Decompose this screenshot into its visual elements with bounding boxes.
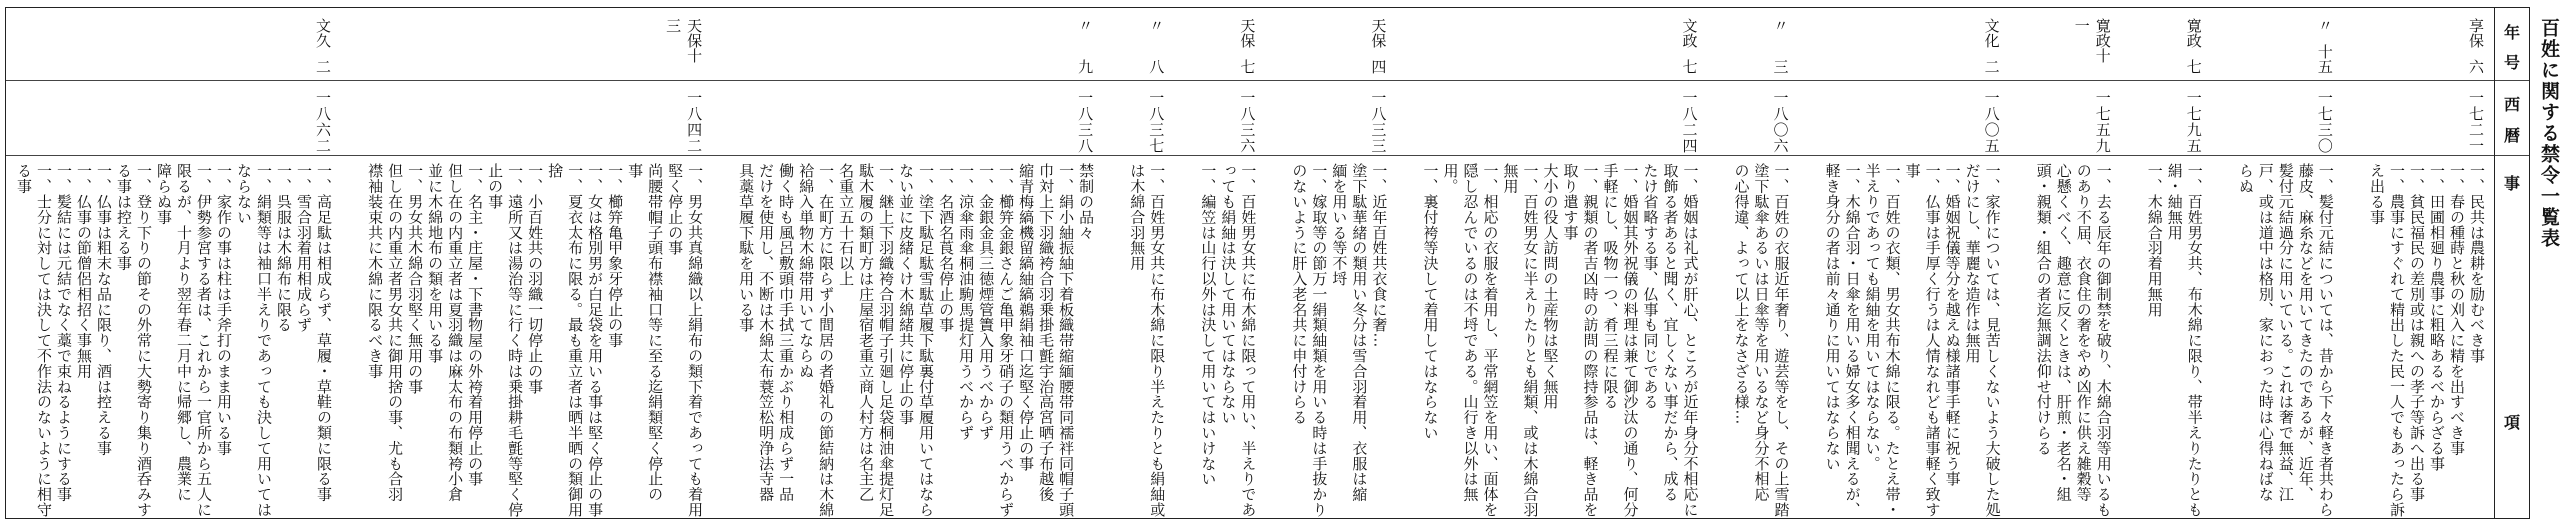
content-line: たけ省略する事、仏事も同じである	[1641, 162, 1660, 409]
era-cell	[1127, 8, 1167, 80]
header-year	[2495, 88, 2529, 150]
content-line: 一、家作の事は柱は手斧打のまま用いる事	[215, 162, 233, 456]
content-line: 一、去る辰年の御制禁を破り、木綿合羽等用いるも	[2094, 162, 2113, 517]
era-name: 文政	[1680, 18, 1699, 48]
content-line: 捨	[546, 162, 565, 178]
content-line: 一、春の種蒔と秋の刈入に精を出すべき事	[2447, 162, 2466, 456]
content-line: のないように肝入老名共に申付けらる	[1290, 162, 1309, 425]
content-line: 一、男女共木綿合羽堅く無用の事	[406, 162, 425, 394]
content-line: る事は控える事	[115, 162, 133, 271]
content-line: 一、編笠は山行以外は決して用いてはいけない	[1199, 162, 1218, 486]
western-year: 一八六二	[314, 89, 332, 154]
era-name: 文化	[1982, 18, 2001, 48]
header-era-1: 年	[2503, 22, 2520, 42]
content-line: 一、婚姻其外祝儀の料理は兼て御沙汰の通り、何分	[1621, 162, 1640, 517]
content-line: だけを使用し、不断は木綿太布蓑笠松明浄法寺器	[757, 162, 776, 502]
content-line: 手軽にし、吸物一つ、肴三程に限る	[1601, 162, 1620, 409]
content-line: 一、在町方に限らず小間居の者婚礼の節結納は木綿	[817, 162, 836, 517]
prohibition-table	[5, 7, 2530, 519]
header-year-2: 暦	[2503, 126, 2520, 145]
content-line: 一、百姓男女共、布木綿に限り、帯半えりたりとも	[2185, 162, 2204, 517]
era-cell	[14, 8, 334, 80]
content-line: 駄木履の類町方は庄屋宿老重立商人村方は名主乙	[857, 162, 876, 502]
table-entry	[1823, 8, 2003, 518]
header-content	[2495, 163, 2529, 513]
era-number: 七	[2184, 58, 2203, 74]
western-year: 一七二一	[2466, 89, 2485, 154]
content-line: 一、仏事は手厚く行うは人情なれども諸事軽く致す	[1923, 162, 1942, 517]
western-year: 一八三三	[1369, 89, 1388, 154]
table-entry	[1732, 8, 1792, 518]
content-line: のあり不届、衣食住の奢をやめ凶作に供え雑穀等	[2074, 162, 2093, 502]
content-line: 一、櫛笄金銀さんご亀甲象牙硝子の類用うべからず	[997, 162, 1016, 517]
era-name: 享保	[2466, 18, 2485, 48]
content-line: 心懸くべく、趣意に反くときは、肝煎・老名・組	[2054, 162, 2073, 502]
content-line: 一、髪付元結については、昔から下々軽き者共わら	[2316, 162, 2335, 517]
content-line: 一、相応の衣服を着用し、平常網笠を用い、面体を	[1481, 162, 1500, 517]
content-line: 但し在の内重立者は夏羽織は麻太布の布類袴小倉	[446, 162, 465, 502]
content-line: 一、木綿合羽・日傘を用いる婦女多く相聞えるが、	[1843, 162, 1862, 517]
content-line: 限るが、十月より翌年春二月中に帰郷し、農業に	[175, 162, 193, 502]
content-line: 一、金銀金具三徳煙管簀入用うべからず	[977, 162, 996, 440]
content-line: 戸、或は道中は格別、家におった時は心得ねばな	[2256, 162, 2275, 502]
era-cell	[2145, 8, 2205, 80]
content-line: 一、士分に対しては決して不作法のないように相守	[35, 162, 53, 517]
era-name: 天保	[1238, 18, 1257, 48]
table-entry	[2367, 8, 2487, 518]
era-name: 天保	[1369, 18, 1388, 48]
content-line: 緬を用いる等不埒	[1330, 162, 1349, 286]
era-number: 七	[1680, 58, 1699, 74]
content-line: 一、名主・庄屋・下書物屋の外袴着用停止の事	[466, 162, 485, 486]
content-line: 一、継上下羽織袴合羽帽子引廻し足袋桐油傘提灯足	[877, 162, 896, 517]
content-line: 止の事	[486, 162, 505, 209]
content-line: 藤皮、麻糸などを用いてきたのであるが、近年、	[2296, 162, 2315, 502]
content-line: 一、涼傘雨傘桐油駒馬提灯用うべからず	[957, 162, 976, 440]
content-line: 一、婚姻は礼式が肝心、ところが近年身分不相応に	[1681, 162, 1700, 517]
era-number: 六	[2466, 58, 2485, 74]
entry-content	[736, 155, 1096, 519]
content-line: だけにし、華麗な造作は無用	[1963, 162, 1982, 363]
content-line: 一、塗下駄足駄雪駄草履下駄裏付草履用いてはなら	[917, 162, 936, 517]
era-name: 〃	[1147, 18, 1166, 33]
content-line: 並に木綿地布の類を用いる事	[426, 162, 445, 363]
content-line: 一、伊勢参宮する者は、これから一官所から五人に	[195, 162, 213, 517]
table-title: 百姓に関する禁令一覧表	[2538, 18, 2560, 249]
entry-content	[365, 155, 705, 519]
table-entry	[365, 8, 705, 518]
content-line: 襟袖装束共に木綿に限るべき事	[366, 162, 385, 379]
content-line: 一、農事にすぐれて精出した民一人でもあったら訴	[2387, 162, 2406, 517]
content-line: 取り遣す事	[1561, 162, 1580, 240]
header-era	[2495, 16, 2529, 76]
content-line: 一、親類の者吉凶時の訪問の際持参品は、軽き品を	[1581, 162, 1600, 517]
era-cell	[1289, 8, 1389, 80]
content-line: らぬ	[2236, 162, 2255, 194]
western-year: 一八二四	[1680, 89, 1699, 154]
era-number: 七	[1238, 58, 1257, 74]
content-line: 一、百姓の衣類、男女共布木綿に限る。たとえ帯・	[1883, 162, 1902, 517]
era-number: 二	[1982, 58, 2001, 74]
table-entry	[2236, 8, 2336, 518]
entry-content	[1198, 155, 1258, 519]
content-line: 一、雪合羽着用相成らず	[295, 162, 313, 332]
western-year: 一八〇六	[1771, 89, 1790, 154]
content-line: 堅く停止の事	[666, 162, 685, 255]
era-name: 寛政	[2184, 18, 2203, 48]
content-line: 一、夏衣太布に限る。最も重立者は晒半晒の類御用	[566, 162, 585, 517]
content-line: は木綿合羽無用	[1128, 162, 1147, 271]
content-line: 一、絹小紬振紬下着板織帯縮緬腰帯同襦袢同帽子頭	[1057, 162, 1076, 517]
western-year: 一八三六	[1238, 89, 1257, 154]
content-line: 無用	[1501, 162, 1520, 194]
content-line: 縮青梅縞機留縞紬縞鵜絹袖口迄堅く停止の事	[1017, 162, 1036, 471]
content-line: 塗下駄華緒の類用い冬分は雪合羽着用、衣服は縮	[1350, 162, 1369, 502]
header-era-2: 号	[2503, 52, 2520, 72]
content-line: 一、木綿合羽着用無用	[2145, 162, 2164, 317]
era-name: 寛政十一	[2072, 18, 2112, 63]
content-line: え出る事	[2367, 162, 2386, 225]
content-line: 半えりであっても絹紬を用いてはならない。	[1863, 162, 1882, 471]
era-cell	[1198, 8, 1258, 80]
era-cell	[2034, 8, 2114, 80]
content-line: 一、登り下りの節その外常に大勢寄り集り酒呑みす	[135, 162, 153, 517]
content-line: 隠し忍んでいるのは不埒である。山行き以外は無	[1461, 162, 1480, 502]
content-line: 一、百姓男女共に布木綿に限り半えたりとも絹紬或	[1148, 162, 1167, 517]
western-year: 一八三七	[1147, 89, 1166, 154]
header-content-1: 事	[2503, 174, 2520, 193]
content-line: 軽き身分の者は前々通りに用いてはならない	[1823, 162, 1842, 471]
content-line: ならない	[235, 162, 253, 225]
era-name: 文久	[314, 18, 332, 48]
header-column	[2494, 8, 2529, 518]
era-name: 〃	[1771, 18, 1790, 33]
content-line: っても絹紬は決して用いてはならない	[1219, 162, 1238, 425]
content-line: 取飾る者あると聞く、宜しくない事だから、成る	[1661, 162, 1680, 502]
content-line: 名重立五十石以上	[837, 162, 856, 286]
era-number: 八	[1147, 58, 1166, 74]
content-line: 事	[1903, 162, 1922, 178]
entry-content	[1127, 155, 1167, 519]
header-year-1: 西	[2503, 95, 2520, 114]
era-number: 九	[1076, 58, 1095, 74]
content-line: 一、百姓男女共に布木綿に限って用い、半えりであ	[1239, 162, 1258, 517]
content-line: 大小の役人訪問の土産物は堅く無用	[1541, 162, 1560, 409]
western-year: 一七三〇	[2315, 89, 2334, 154]
table-entry	[1127, 8, 1167, 518]
content-line: 一、髪結には元結でなく藁で束ねるようにする事	[55, 162, 73, 502]
era-cell	[2367, 8, 2487, 80]
era-cell	[1823, 8, 2003, 80]
content-line: 一、女は格別男が白足袋を用いる事は堅く停止の事	[586, 162, 605, 517]
content-line: の心得違、よって以上をなさざる様…	[1732, 162, 1751, 425]
table-entry	[2145, 8, 2205, 518]
content-line: 一、裏付袴等決して着用してはならない	[1421, 162, 1440, 440]
header-content-2: 項	[2503, 413, 2520, 432]
content-line: 一、櫛笄亀甲象牙停止の事	[606, 162, 625, 348]
entry-content	[14, 155, 334, 519]
entry-content	[2034, 155, 2114, 519]
era-number: 三	[1771, 58, 1790, 74]
content-line: 一、家作については、見苦しくないよう大破した処	[1983, 162, 2002, 517]
content-line: ない並に皮緒くけ木綿緒共に停止の事	[897, 162, 916, 425]
entry-content	[1732, 155, 1792, 519]
western-year: 一七五九	[2093, 89, 2112, 154]
content-line: 袷綿入単物木綿帯用いてならぬ	[797, 162, 816, 379]
entry-content	[2367, 155, 2487, 519]
content-line: 事	[626, 162, 645, 178]
table-entry	[1420, 8, 1700, 518]
table-entry	[14, 8, 334, 518]
table-entry	[1198, 8, 1258, 518]
content-line: 髪付元結過分に用いている。これは奢で無益、江	[2276, 162, 2295, 502]
content-line: 一、嫁取等の節万一絹類紬類を用いる時は手抜かり	[1310, 162, 1329, 517]
table-entry	[2034, 8, 2114, 518]
content-line: 一、田圃相廻り農事に粗略あるべからざる事	[2427, 162, 2446, 471]
entry-content	[1823, 155, 2003, 519]
content-line: 働く時も風呂敷頭巾手拭三重かぶり相成らず一品	[777, 162, 796, 502]
content-line: 一、男女共真綿織以上絹布の類下着であっても着用	[686, 162, 705, 517]
western-year: 一八四二	[685, 89, 704, 154]
content-line: 一、仏事は粗末な品に限り、酒は控える事	[95, 162, 113, 456]
content-line: 塗下駄傘あるいは日傘等を用いるなど身分不相応	[1752, 162, 1771, 502]
content-line: 具藁草履下駄を用いる事	[737, 162, 756, 332]
era-name: 天保十三	[664, 18, 704, 63]
entry-content	[1420, 155, 1700, 519]
era-name: 〃	[1076, 18, 1095, 33]
content-line: 一、絹類等は袖口半えりであっても決して用いては	[255, 162, 273, 517]
content-line: 一、百姓の衣服近年奢り、遊芸等をし、その上雪踏	[1772, 162, 1791, 517]
western-year: 一八三八	[1076, 89, 1095, 154]
era-name: 〃	[2315, 18, 2334, 33]
content-line: 一、百姓男女に半えりたりとも絹類、或は木綿合羽	[1521, 162, 1540, 517]
content-line: 一、名酒名莨名停止の事	[937, 162, 956, 332]
table-entry	[1289, 8, 1389, 518]
content-line: 一、貧民福民の差別或は親への孝子等訴へ出る事	[2407, 162, 2426, 502]
content-line: 一、小百姓共の羽織一切停止の事	[526, 162, 545, 394]
western-year: 一八〇五	[1982, 89, 2001, 154]
entry-content	[1289, 155, 1389, 519]
era-cell	[1732, 8, 1792, 80]
content-line: 巾対上下羽織袴合羽乗掛毛氈宇治高宮晒子布越後	[1037, 162, 1056, 502]
table-entry	[736, 8, 1096, 518]
content-line: 用。	[1441, 162, 1460, 194]
western-year: 一七九五	[2184, 89, 2203, 154]
era-number: 十五	[2315, 43, 2334, 74]
entry-content	[2236, 155, 2336, 519]
era-cell	[736, 8, 1096, 80]
content-line: 障らぬ事	[155, 162, 173, 225]
entries	[14, 8, 2487, 518]
era-cell	[365, 8, 705, 80]
content-line: 頭・親類・組合の者迄無調法仰せ付けらる	[2034, 162, 2053, 456]
era-number: 四	[1369, 58, 1388, 74]
era-cell	[2236, 8, 2336, 80]
content-line: 一、民共は農耕を励むべき事	[2467, 162, 2486, 363]
content-line: 絹・紬無用	[2165, 162, 2184, 240]
era-cell	[1420, 8, 1700, 80]
content-line: 尚腰帯帽子頭布襟袖口等に至る迄絹類堅く停止の	[646, 162, 665, 502]
content-line: 一、呉服は木綿布に限る	[275, 162, 293, 332]
content-line: 一、婚姻祝儀等分を越えぬ様諸事手軽に祝う事	[1943, 162, 1962, 486]
content-line: 一、遠所又は湯治等に行く時は乗掛耕毛氈等堅く停	[506, 162, 525, 517]
entry-content	[2145, 155, 2205, 519]
content-line: 一、仏事の節僧侶相招く事無用	[75, 162, 93, 379]
era-number: 二	[314, 58, 332, 74]
content-line: 但し在の内重立者男女共に御用捨の事、尤も合羽	[386, 162, 405, 502]
content-line: 一、近年百姓共衣食に奢…	[1370, 162, 1389, 348]
content-line: る事	[15, 162, 33, 194]
content-line: 禁制の品々	[1077, 162, 1096, 240]
content-line: 一、高足駄は相成らず、草履・草鞋の類に限る事	[315, 162, 333, 502]
